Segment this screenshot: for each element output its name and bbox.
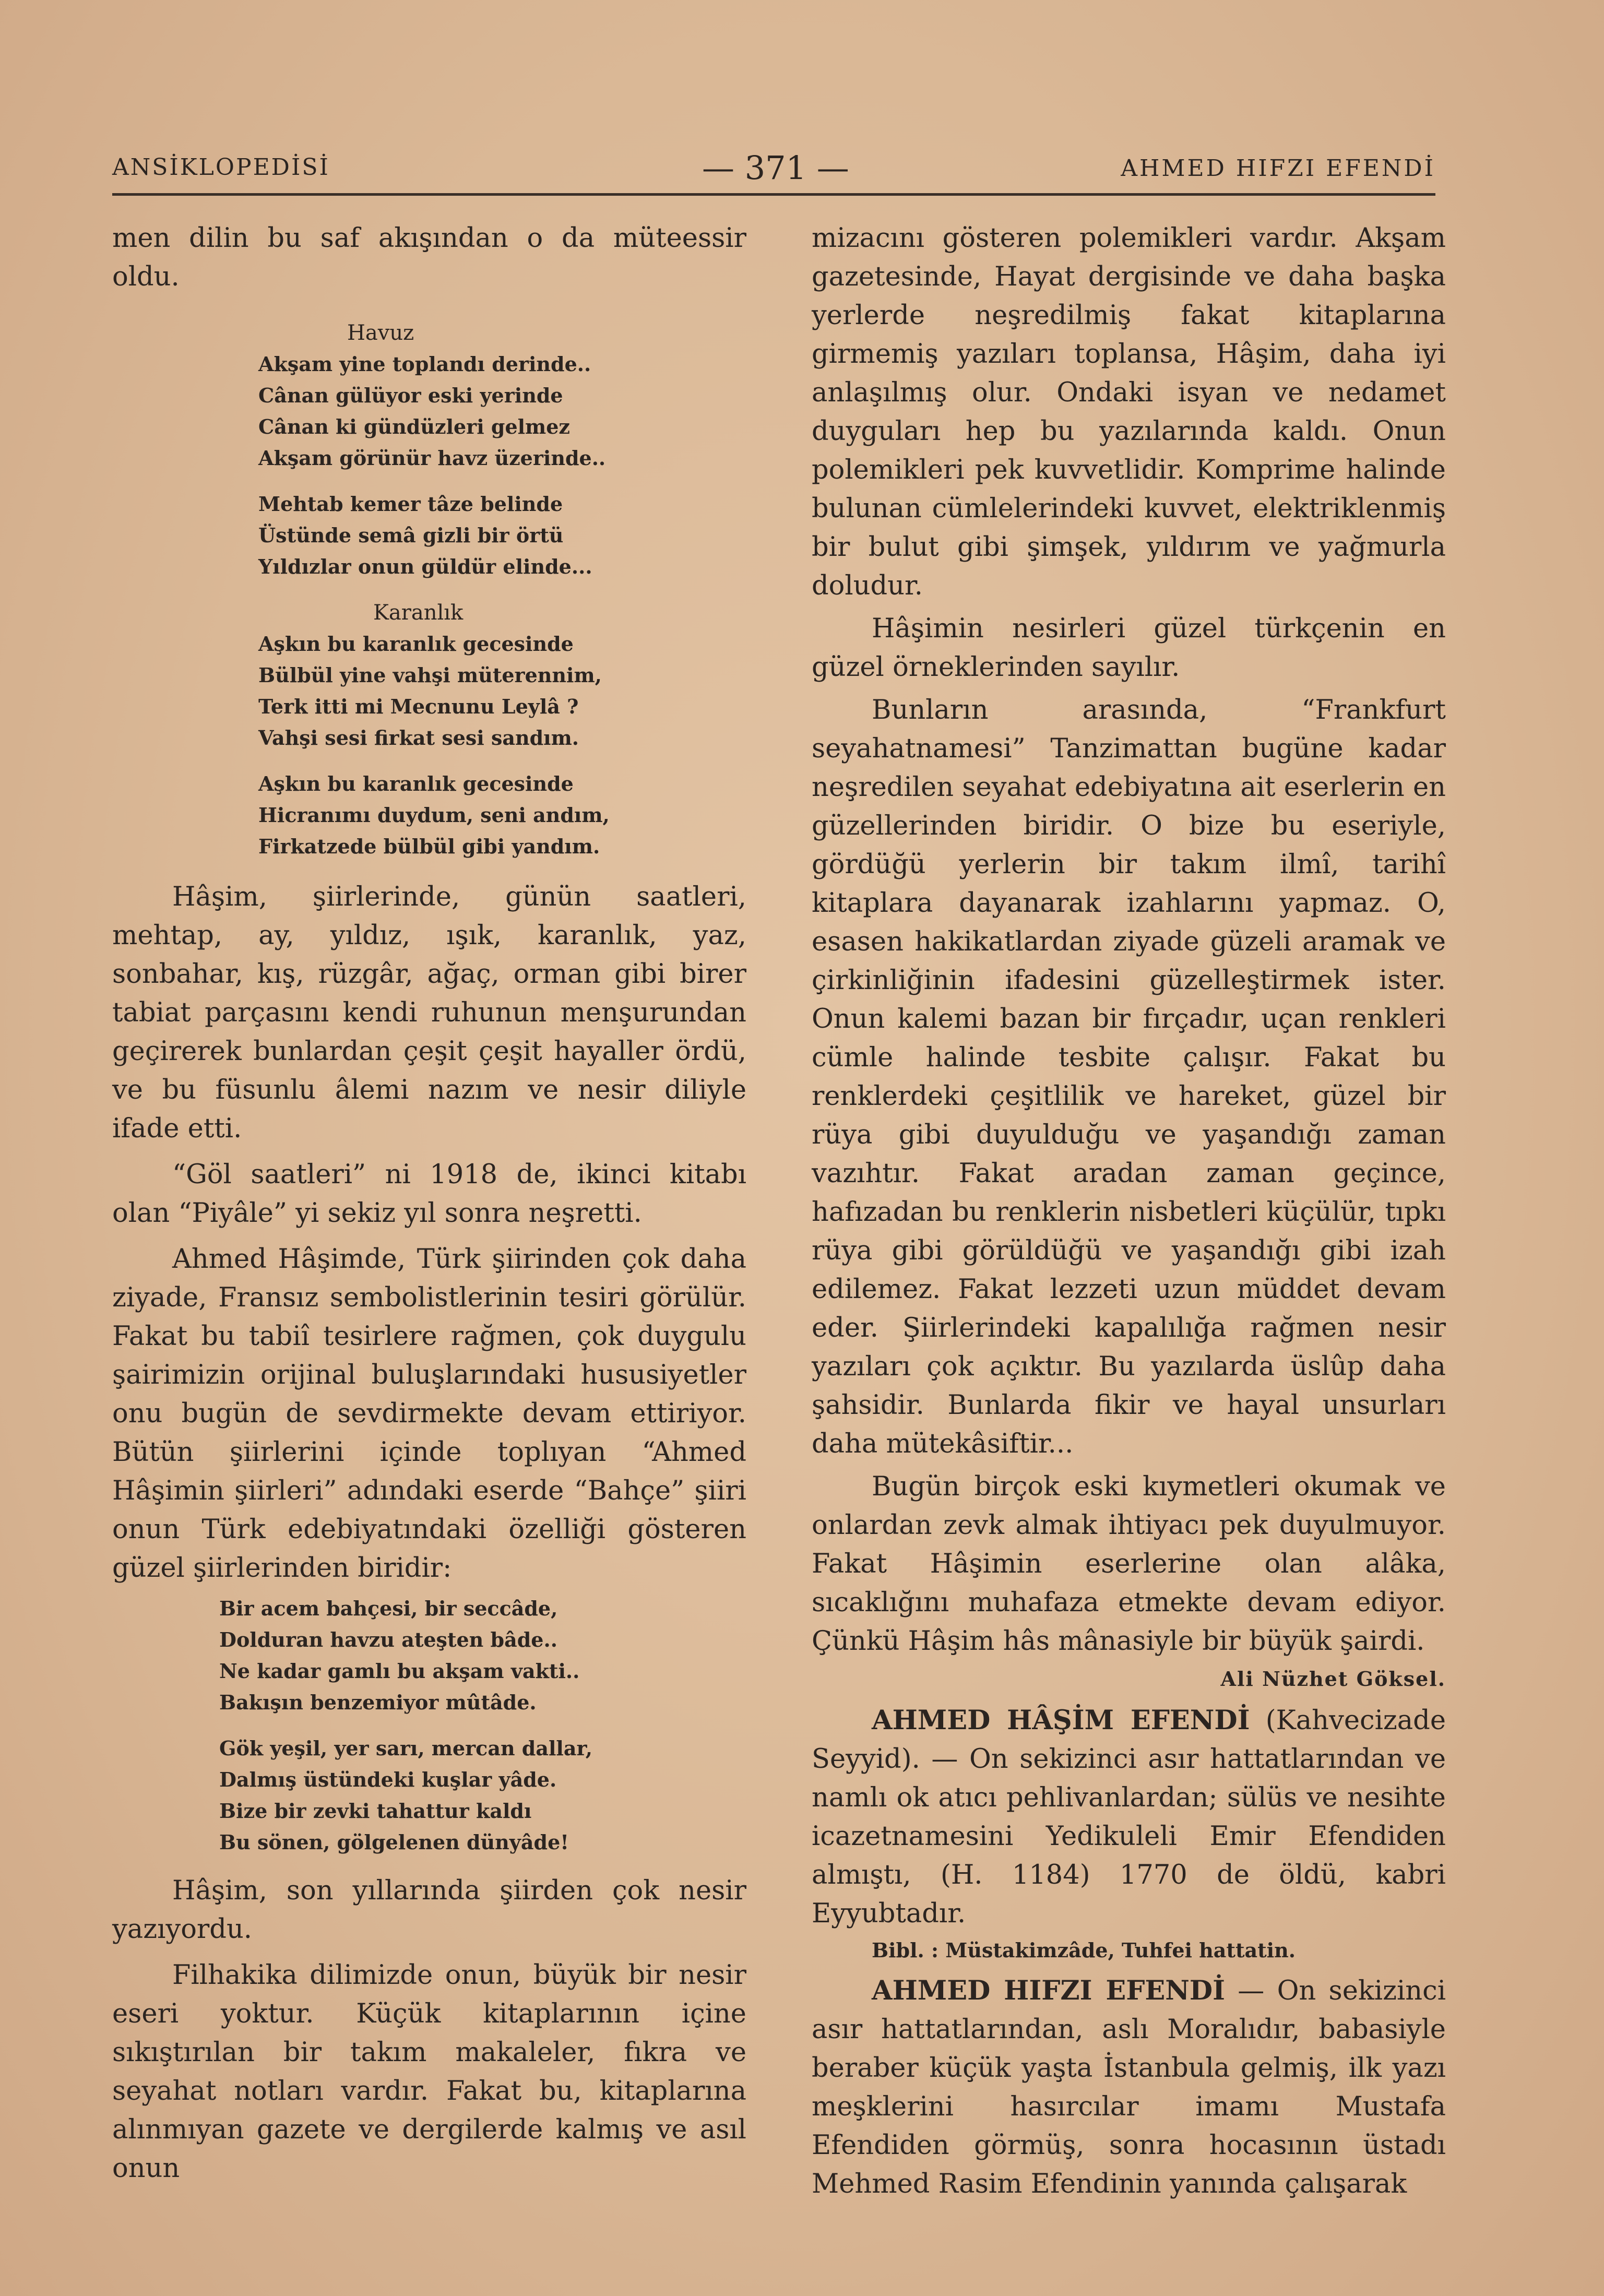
paragraph: Ahmed Hâşimde, Türk şiirinden çok daha ziyade, Fransız sembolistlerinin tesiri görülür. Fakat bu tabiî tesirlere rağmen, çok duygulu şairimizin orijinal buluşlarındaki hususiyetler onu bugün de sevdirmekte devam ettiriyor. Bütün şiirlerini içinde toplıyan “Ahmed Hâşimin şiirleri” adındaki eserde “Bahçe” şiiri onun Türk edebiyatındaki özelliği gösteren güzel şiirlerinden biridir: <box>112 1244 746 1584</box>
poem-line: Cânan gülüyor eski yerinde <box>258 384 563 407</box>
paragraph: mizacını gösteren polemikleri vardır. Akşam gazetesinde, Hayat dergisinde ve daha başka yerlerde neşredilmiş fakat kitaplarına girmemiş yazıları toplansa, Hâşim, daha iyi anlaşılmış olur. Ondaki isyan ve nedamet duyguları hep bu yazılarında kaldı. Onun polemikleri pek kuvvetlidir. Komprime halinde bulunan cümlelerindeki kuvvet, elektriklenmiş bir bulut gibi şimşek, yıldırım ve yağmurla doludur. <box>812 223 1446 601</box>
bibl-text: : Müstakimzâde, Tuhfei hattatin. <box>924 1938 1296 1962</box>
poem-havuz <box>112 317 746 862</box>
paragraph: Bunların arasında, “Frankfurt seyahatnamesi” Tanzimattan bugüne kadar neşredilen seyahat edebiyatına ait eserlerin en güzellerinden biridir. O bize bu eseriyle, gördüğü yerlerin bir takım ilmî, tarihî kitaplara dayanarak izahlarını yapmaz. O, esasen hakikatlardan ziyade güzeli aramak ve çirkinliğinin ifadesini güzelleştirmek ister. Onun kalemi bazan bir fırçadır, uçan renkleri cümle halinde tesbite çalışır. Fakat bu renklerdeki çeşitlilik ve hareket, güzel bir rüya gibi duyulduğu ve yaşandığı zaman vazıhtır. Fakat aradan zaman geçince, hafızadan bu renklerin nisbetleri küçülür, tıpkı rüya gibi görüldüğü ve yaşandığı gibi izah edilemez. Fakat lezzeti uzun müddet devam eder. Şiirlerindeki kapalılığa rağmen nesir yazıları çok açıktır. Bu yazılarda üslûp daha şahsidir. Bunlarda fikir ve hayal unsurları daha mütekâsiftir... <box>812 695 1446 1459</box>
poem-line: Üstünde semâ gizli bir örtü <box>258 524 564 547</box>
poem-line: Gök yeşil, yer sarı, mercan dallar, <box>219 1736 592 1760</box>
author-signature: Ali Nüzhet Göksel. <box>1220 1667 1446 1691</box>
entry-ahmed-hifzi <box>812 1971 1446 2204</box>
right-column <box>812 219 1446 2204</box>
poem-title: Havuz <box>347 321 414 345</box>
poem-line: Terk itti mi Mecnunu Leylâ ? <box>258 695 579 718</box>
entry-ahmed-hasim <box>812 1701 1446 1933</box>
poem-stanza <box>219 1593 746 1718</box>
entry-head: AHMED HÂŞİM EFENDİ <box>872 1705 1250 1736</box>
entry-head: AHMED HIFZI EFENDİ <box>872 1975 1225 2006</box>
poem-line: Aşkın bu karanlık gecesinde <box>258 632 574 656</box>
poem-line: Bir acem bahçesi, bir seccâde, <box>219 1597 558 1620</box>
poem-line: Akşam görünür havz üzerinde.. <box>258 446 606 470</box>
poem-line: Ne kadar gamlı bu akşam vakti.. <box>219 1659 580 1683</box>
poem-line: Dolduran havzu ateşten bâde.. <box>219 1628 557 1651</box>
poem-line: Dalmış üstündeki kuşlar yâde. <box>219 1768 557 1791</box>
paragraph: “Göl saatleri” ni 1918 de, ikinci kitabı olan “Piyâle” yi sekiz yıl sonra neşretti. <box>112 1159 746 1229</box>
header-right: AHMED HIFZI EFENDİ <box>1121 155 1435 182</box>
paragraph: Hâşimin nesirleri güzel türkçenin en güzel örneklerinden sayılır. <box>812 613 1446 683</box>
poem-line: Bu sönen, gölgelenen dünyâde! <box>219 1830 569 1854</box>
poem-line: Akşam yine toplandı derinde.. <box>258 352 591 376</box>
poem-line: Hicranımı duydum, seni andım, <box>258 803 610 827</box>
poem-line: Mehtab kemer tâze belinde <box>258 492 563 516</box>
entry-body: (Kahvecizade Seyyid). — On sekizinci asır hattatlarından ve namlı ok atıcı pehlivanlardan; sülüs ve nesihte icazetnamesini Yedikuleli Emir Efendiden almıştı, (H. 1184) 1770 de öldü, kabri Eyyubtadır. <box>812 1705 1446 1929</box>
left-column <box>112 219 746 2188</box>
paragraph: Bugün birçok eski kıymetleri okumak ve onlardan zevk almak ihtiyacı pek duyulmuyor. Fakat Hâşimin eserlerine olan alâka, sıcaklığını muhafaza etmekte devam ediyor. Çünkü Hâşim hâs mânasiyle bir büyük şairdi. <box>812 1471 1446 1657</box>
poem-line: Vahşi sesi firkat sesi sandım. <box>258 726 579 750</box>
page-number: — 371 — <box>702 149 849 187</box>
paragraph: Filhakika dilimizde onun, büyük bir nesir eseri yoktur. Küçük kitaplarının içine sıkıştırılan bir takım makaleler, fıkra ve seyahat notları vardır. Fakat bu, kitaplarına alınmıyan gazete ve dergilerde kalmış ve asıl onun <box>112 1960 746 2184</box>
poem-line: Firkatzede bülbül gibi yandım. <box>258 835 600 858</box>
poem-title: Karanlık <box>373 601 464 625</box>
header-rule <box>112 193 1435 196</box>
page-header <box>112 149 1435 191</box>
poem-stanza <box>258 628 746 754</box>
paragraph: men dilin bu saf akışından o da müteessir oldu. <box>112 223 746 292</box>
entry-body: — On sekizinci asır hattatlarından, aslı Moralıdır, babasiyle beraber küçük yaşta İstanbula gelmiş, ilk yazı meşklerini hasırcılar imamı Mustafa Efendiden görmüş, sonra hocasının üstadı Mehmed Rasim Efendinin yanında çalışarak <box>812 1976 1446 2199</box>
poem-stanza <box>219 1733 746 1858</box>
bibl-label: Bibl. <box>872 1938 924 1962</box>
poem-stanza <box>258 768 746 862</box>
header-left: ANSİKLOPEDİSİ <box>112 154 330 181</box>
bibliography <box>812 1938 1446 1962</box>
poem-line: Bakışın benzemiyor mûtâde. <box>219 1691 537 1714</box>
poem-line: Cânan ki gündüzleri gelmez <box>258 415 571 438</box>
poem-line: Bize bir zevki tahattur kaldı <box>219 1799 532 1823</box>
poem-line: Yıldızlar onun güldür elinde... <box>258 555 592 578</box>
poem-line: Aşkın bu karanlık gecesinde <box>258 772 574 795</box>
poem-line: Bülbül yine vahşi müterennim, <box>258 663 602 687</box>
poem-stanza <box>258 489 746 582</box>
poem-bahce <box>112 1593 746 1858</box>
paragraph: Hâşim, son yıllarında şiirden çok nesir yazıyordu. <box>112 1875 746 1945</box>
paragraph: Hâşim, şiirlerinde, günün saatleri, mehtap, ay, yıldız, ışık, karanlık, yaz, sonbahar, kış, rüzgâr, ağaç, orman gibi birer tabiat parçasını kendi ruhunun menşurundan geçirerek bunlardan çeşit çeşit hayaller ördü, ve bu füsunlu âlemi nazım ve nesir diliyle ifade etti. <box>112 882 746 1144</box>
poem-stanza <box>258 349 746 474</box>
